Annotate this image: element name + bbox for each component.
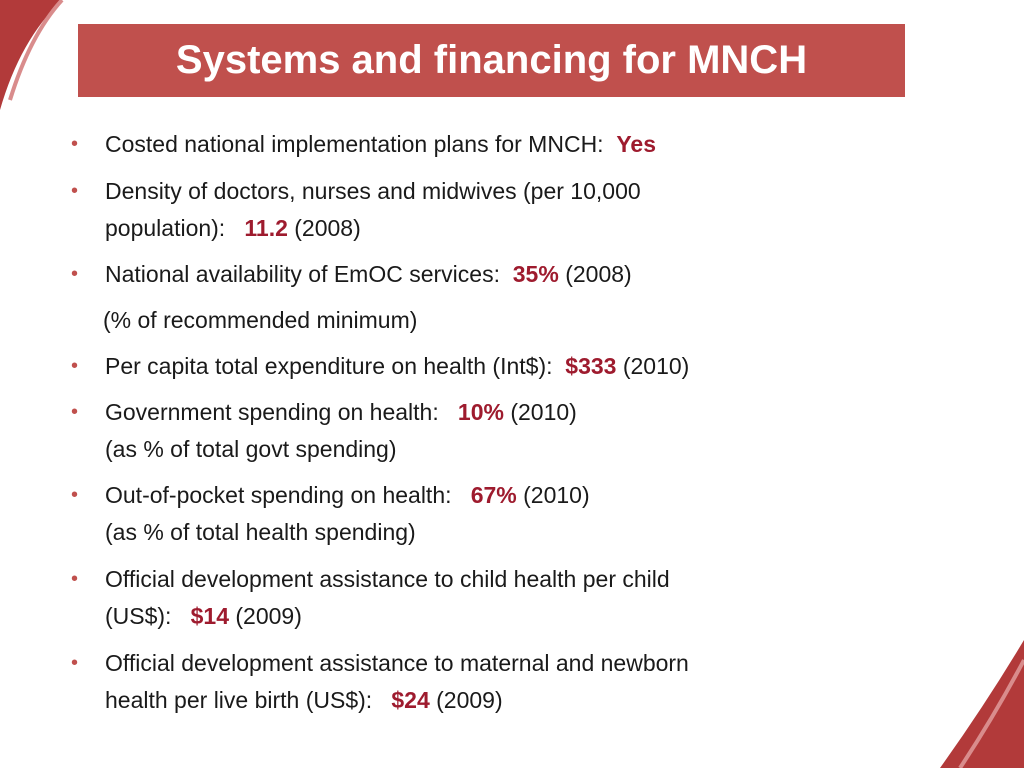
value-highlight: 10% [457, 399, 504, 425]
bullet-icon: • [71, 652, 79, 674]
list-item: • National availability of EmOC services: 35% (2008) [105, 256, 885, 293]
list-item: • Per capita total expenditure on health (Int$): $333 (2010) [105, 348, 885, 385]
sub-note: (% of recommended minimum) [103, 307, 418, 333]
value-highlight: $14 [190, 603, 229, 629]
value-highlight: 11.2 [244, 215, 288, 241]
bullet-icon: • [71, 355, 79, 377]
list-item: • Government spending on health: 10% (2010) (as % of total govt spending) [105, 394, 885, 468]
bullet-icon: • [71, 180, 79, 202]
value-highlight: $333 [565, 353, 617, 379]
bullet-icon: • [71, 568, 79, 590]
bullet-icon: • [71, 263, 79, 285]
list-item: • Costed national implementation plans for MNCH: Yes [105, 126, 885, 163]
list-item: • Official development assistance to maternal and newborn health per live birth (US$): $24 (2009) [105, 645, 885, 719]
value-highlight: 35% [512, 261, 559, 287]
value-highlight: $24 [391, 687, 430, 713]
bullet-icon: • [71, 133, 79, 155]
list-item: • Out-of-pocket spending on health: 67% (2010) (as % of total health spending) [105, 477, 885, 551]
bullet-icon: • [71, 401, 79, 423]
list-item: • Density of doctors, nurses and midwives (per 10,000 population): 11.2 (2008) [105, 173, 885, 247]
bullet-icon: • [71, 484, 79, 506]
list-item: • Official development assistance to child health per child (US$): $14 (2009) [105, 561, 885, 635]
value-highlight: Yes [616, 131, 657, 157]
slide-title: Systems and financing for MNCH [175, 38, 808, 82]
value-highlight: 67% [470, 482, 517, 508]
